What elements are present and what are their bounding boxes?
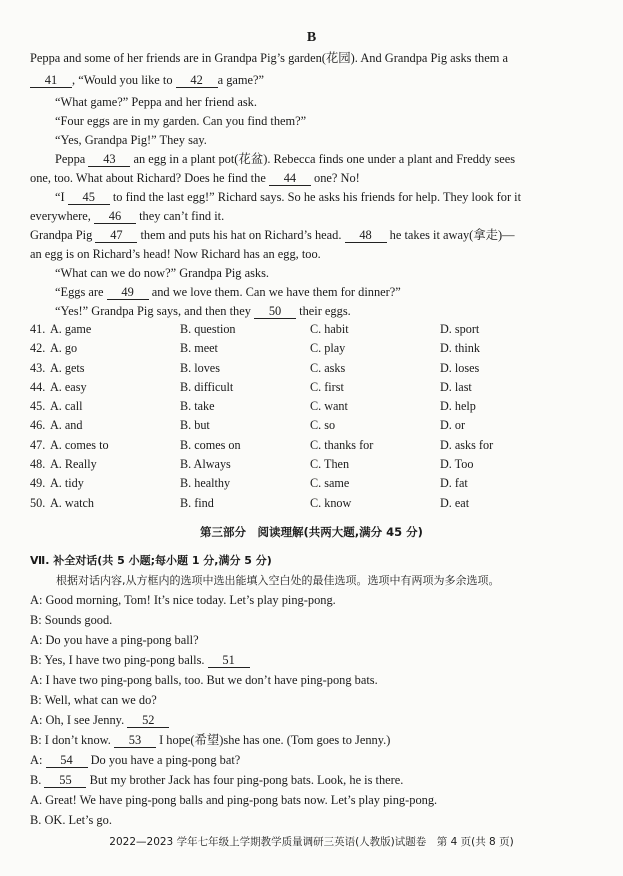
text-segment: A: I have two ping-pong balls, too. But we don’t have ping-pong bats. [30, 673, 378, 687]
text-segment: Peppa and some of her friends are in Grandpa Pig’s garden(花园). And Grandpa Pig asks them a [30, 51, 508, 65]
text-segment: A: Oh, I see Jenny. [30, 713, 128, 727]
option-b: B. Always [180, 457, 231, 472]
dialogue-line [30, 672, 600, 688]
option-a: A. tidy [50, 476, 84, 491]
text-segment: “What game?” Peppa and her friend ask. [55, 95, 257, 109]
option-a: A. call [50, 399, 83, 414]
option-d: D. Too [440, 457, 474, 472]
section-vii-title: Ⅶ. 补全对话(共 5 小题;每小题 1 分,满分 5 分) [30, 554, 272, 567]
text-segment: B: I don’t know. [30, 733, 114, 747]
option-row [30, 379, 600, 398]
text-segment: an egg is on Richard’s head! Now Richard has an egg, too. [30, 247, 321, 261]
answer-blank: 42 [176, 74, 218, 88]
option-c: C. play [310, 341, 346, 356]
option-a: A. game [50, 322, 92, 336]
option-c: C. asks [310, 360, 346, 375]
answer-blank: 51 [208, 654, 250, 668]
answer-blank: 45 [68, 191, 110, 205]
option-b: B. question [180, 322, 236, 336]
text-segment: everywhere, [30, 209, 94, 223]
text-segment: one, too. What about Richard? Does he find the [30, 171, 269, 185]
answer-blank: 48 [345, 229, 387, 243]
option-c: C. Then [310, 457, 350, 472]
answer-blank: 46 [94, 210, 136, 224]
option-c: C. thanks for [310, 437, 374, 452]
dialogue-line [30, 792, 600, 808]
option-b: B. healthy [180, 476, 231, 491]
passage-line [55, 151, 600, 167]
text-segment: one? No! [310, 171, 360, 185]
page-footer: 2022—2023 学年七年级上学期教学质量调研三英语(人教版)试题卷 第 4 页(共 8 页) [109, 836, 514, 848]
passage-line [55, 303, 600, 319]
text-segment: B: Well, what can we do? [30, 693, 157, 707]
text-segment: B. [30, 773, 45, 787]
answer-blank: 55 [44, 774, 86, 788]
option-a: A. watch [50, 495, 94, 510]
dialogue-line [30, 812, 600, 828]
answer-blank: 44 [269, 172, 311, 186]
dialogue-line [30, 772, 600, 788]
passage-line [30, 208, 600, 224]
option-row [30, 495, 600, 514]
option-d: D. think [440, 341, 480, 356]
question-number: 44. [30, 379, 46, 394]
dialogue-line [30, 732, 600, 748]
answer-blank: 47 [95, 229, 137, 243]
dialogue-line [30, 652, 600, 668]
dialogue-line [30, 592, 600, 608]
option-b: B. loves [180, 360, 220, 375]
option-row [30, 417, 600, 436]
option-d: D. or [440, 418, 466, 433]
question-number: 50. [30, 495, 46, 510]
passage-line [55, 284, 600, 300]
option-row [30, 360, 600, 379]
option-a: A. gets [50, 360, 85, 375]
dialogue-line [30, 612, 600, 628]
passage-line [55, 265, 600, 281]
dialogue-line [30, 632, 600, 648]
question-number: 48. [30, 457, 46, 472]
passage-line [30, 227, 600, 243]
question-number: 49. [30, 476, 46, 491]
option-b: B. take [180, 399, 215, 414]
text-segment: “Yes!” Grandpa Pig says, and then they [55, 304, 255, 318]
text-segment: “Four eggs are in my garden. Can you find them?” [55, 114, 307, 128]
option-d: D. sport [440, 322, 480, 336]
text-segment: he takes it away(拿走)— [386, 228, 515, 242]
passage-line [30, 72, 600, 88]
passage-line [30, 246, 600, 262]
option-b: B. difficult [180, 379, 234, 394]
passage-line [55, 113, 600, 129]
question-number: 43. [30, 360, 46, 375]
question-number: 41. [30, 322, 46, 336]
option-a: A. go [50, 341, 78, 356]
text-segment: Peppa [55, 152, 89, 166]
option-a: A. Really [50, 457, 97, 472]
option-row [30, 475, 600, 494]
answer-blank: 43 [88, 153, 130, 167]
text-segment: Grandpa Pig [30, 228, 96, 242]
option-a: A. easy [50, 379, 87, 394]
section-vii-instructions: 根据对话内容,从方框内的选项中选出能填入空白处的最佳选项。选项中有两项为多余选项。 [56, 574, 500, 587]
passage-line [55, 94, 600, 110]
option-d: D. last [440, 379, 472, 394]
text-segment: But my brother Jack has four ping-pong bats. Look, he is there. [86, 773, 404, 787]
option-b: B. comes on [180, 437, 241, 452]
option-c: C. know [310, 495, 352, 510]
text-segment: A: [30, 753, 46, 767]
passage-line [55, 132, 600, 148]
option-d: D. eat [440, 495, 470, 510]
dialogue-line [30, 712, 600, 728]
answer-blank: 49 [107, 286, 149, 300]
answer-blank: 50 [254, 305, 296, 319]
question-number: 46. [30, 418, 46, 433]
text-segment: , “Would you like to [72, 73, 176, 87]
dialogue-line [30, 692, 600, 708]
text-segment: A. Great! We have ping-pong balls and ping-pong bats now. Let’s play ping-pong. [30, 793, 438, 807]
text-segment: “I [55, 190, 68, 204]
question-number: 45. [30, 399, 46, 414]
option-a: A. and [50, 418, 83, 433]
option-c: C. so [310, 418, 336, 433]
option-d: D. asks for [440, 437, 494, 452]
option-c: C. same [310, 476, 350, 491]
cloze-options [30, 321, 600, 514]
dialogue-line [30, 752, 600, 768]
question-number: 42. [30, 341, 46, 356]
text-segment: B: Yes, I have two ping-pong balls. [30, 653, 208, 667]
text-segment: they can’t find it. [135, 209, 225, 223]
question-number: 47. [30, 437, 46, 452]
text-segment: “What can we do now?” Grandpa Pig asks. [55, 266, 270, 280]
part-three-title: 第三部分 阅读理解(共两大题,满分 45 分) [200, 525, 423, 539]
text-segment: them and puts his hat on Richard’s head. [137, 228, 345, 242]
option-row [30, 340, 600, 359]
option-row [30, 398, 600, 417]
option-d: D. loses [440, 360, 480, 375]
text-segment: and we love them. Can we have them for dinner?” [148, 285, 401, 299]
option-row [30, 321, 600, 340]
answer-blank: 53 [114, 734, 156, 748]
text-segment: A: Good morning, Tom! It’s nice today. Let’s play ping-pong. [30, 593, 336, 607]
text-segment: a game?” [217, 73, 265, 87]
text-segment: A: Do you have a ping-pong ball? [30, 633, 199, 647]
text-segment: an egg in a plant pot(花盆). Rebecca finds one under a plant and Freddy sees [130, 152, 516, 166]
section-letter: B [306, 30, 317, 45]
answer-blank: 41 [30, 74, 72, 88]
passage-line [30, 170, 600, 186]
option-row [30, 456, 600, 475]
answer-blank: 54 [46, 754, 88, 768]
option-d: D. fat [440, 476, 468, 491]
text-segment: B. OK. Let’s go. [30, 813, 112, 827]
option-row [30, 437, 600, 456]
text-segment: to find the last egg!” Richard says. So he asks his friends for help. They look for it [109, 190, 522, 204]
text-segment: I hope(希望)she has one. (Tom goes to Jenny.) [155, 733, 391, 747]
option-c: C. first [310, 379, 344, 394]
answer-blank: 52 [127, 714, 169, 728]
text-segment: “Yes, Grandpa Pig!” They say. [55, 133, 207, 147]
passage-line [55, 189, 600, 205]
option-d: D. help [440, 399, 476, 414]
text-segment: Do you have a ping-pong bat? [87, 753, 241, 767]
passage-line [30, 50, 600, 66]
text-segment: B: Sounds good. [30, 613, 113, 627]
option-a: A. comes to [50, 437, 109, 452]
text-segment: their eggs. [296, 304, 351, 318]
option-b: B. meet [180, 341, 218, 356]
option-c: C. habit [310, 322, 349, 336]
text-segment: “Eggs are [55, 285, 107, 299]
option-c: C. want [310, 399, 348, 414]
option-b: B. find [180, 495, 214, 510]
option-b: B. but [180, 418, 210, 433]
